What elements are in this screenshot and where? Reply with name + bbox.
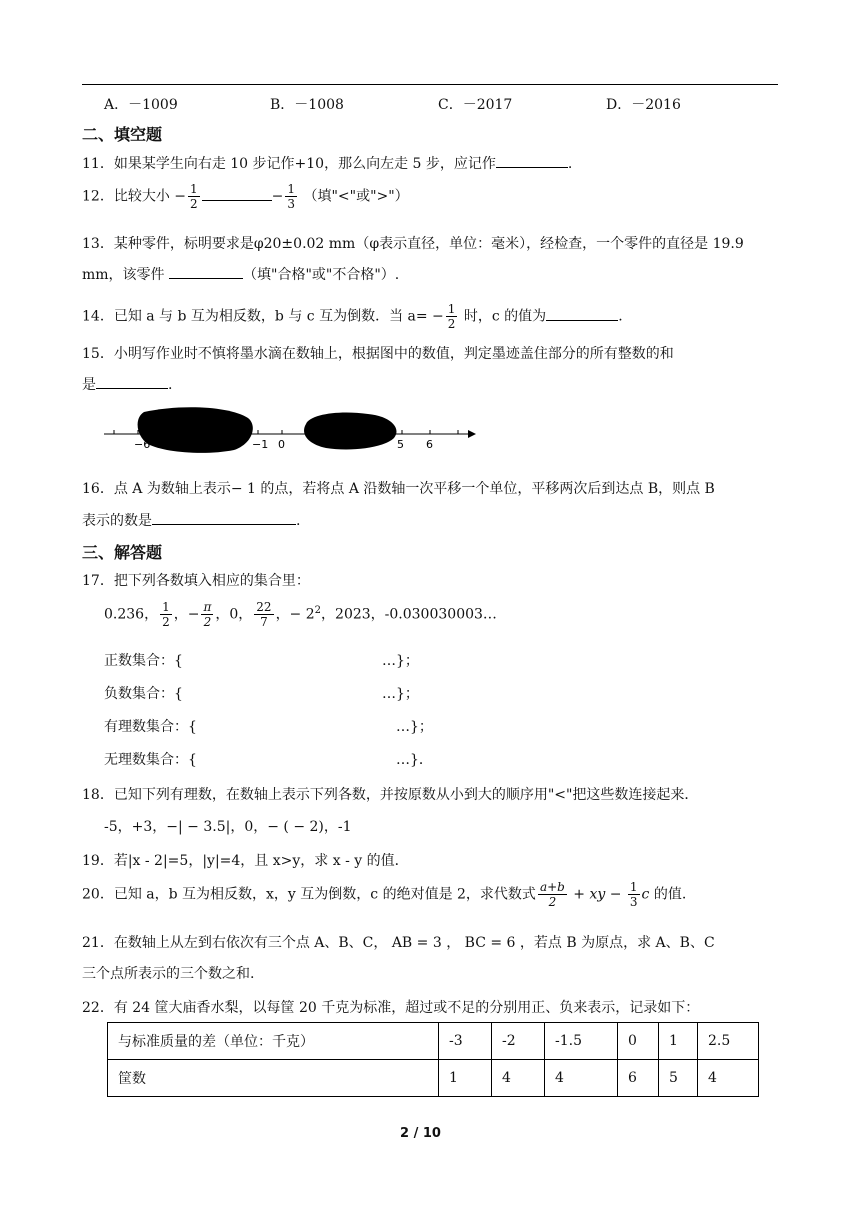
question-22: 22．有 24 筐大庙香水梨，以每筐 20 千克为标准，超过或不足的分别用正、负来表示，记录如下： — [82, 1000, 700, 1016]
weight-table — [107, 1022, 759, 1097]
question-15-line1: 15．小明写作业时不慎将墨水滴在数轴上，根据图中的数值，判定墨迹盖住部分的所有整数的和 — [82, 346, 674, 362]
positive-set-end: …}； — [382, 653, 419, 669]
page-number: 2 / 10 — [400, 1126, 441, 1141]
answer-blank[interactable] — [96, 374, 168, 389]
answer-blank[interactable] — [169, 264, 243, 279]
question-19: 19．若|x - 2|=5，|y|=4，且 x>y，求 x - y 的值． — [82, 853, 409, 869]
fraction: $\frac{1}{3}$ — [287, 182, 296, 211]
tick-label: −1 — [252, 438, 269, 451]
table-cell: 6 — [618, 1060, 659, 1097]
option-d: D．－2016 — [606, 97, 681, 113]
table-cell: -1.5 — [545, 1023, 618, 1060]
question-11: 11．如果某学生向右走 10 步记作+10，那么向左走 5 步，应记作 . — [82, 153, 572, 173]
tick-label: 5 — [397, 438, 404, 451]
table-cell: 与标准质量的差（单位：千克） — [108, 1023, 439, 1060]
answer-blank[interactable] — [152, 510, 296, 525]
question-17-title: 17．把下列各数填入相应的集合里： — [82, 573, 310, 589]
fraction: $\frac{a+b}{2}$ — [539, 880, 565, 909]
fraction: $\frac{\pi}{2}$ — [203, 600, 212, 629]
positive-set-label: 正数集合：{ — [104, 653, 183, 669]
table-cell: -2 — [492, 1023, 545, 1060]
negative-set-end: …}； — [382, 686, 419, 702]
tick-label: 6 — [426, 438, 433, 451]
question-16-line2: 表示的数是 . — [82, 510, 300, 530]
fraction: $\frac{22}{7}$ — [256, 600, 272, 629]
section-title-answer: 三、解答题 — [82, 543, 163, 562]
table-cell: 1 — [439, 1060, 492, 1097]
ink-blot-right — [304, 412, 396, 449]
table-cell: -3 — [439, 1023, 492, 1060]
table-cell: 1 — [659, 1023, 698, 1060]
number-line-figure — [100, 404, 480, 454]
option-a: A．－1009 — [104, 97, 178, 113]
question-16-line1: 16．点 A 为数轴上表示− 1 的点，若将点 A 沿数轴一次平移一个单位，平移两次后到达点 B，则点 B — [82, 481, 715, 497]
option-c: C．－2017 — [438, 97, 513, 113]
answer-blank[interactable] — [202, 186, 272, 201]
table-cell: 4 — [698, 1060, 759, 1097]
question-21-line2: 三个点所表示的三个数之和. — [82, 966, 255, 982]
irrational-set-end: …}． — [396, 752, 433, 768]
arrow-icon — [468, 430, 476, 438]
question-14: 14．已知 a 与 b 互为相反数，b 与 c 互为倒数．当 a= − $\frac{1}{2}$ 时，c 的值为 . — [82, 302, 623, 331]
table-cell: 筐数 — [108, 1060, 439, 1097]
fraction: $\frac{1}{3}$ — [629, 880, 638, 909]
table-cell: 4 — [492, 1060, 545, 1097]
option-b: B．－1008 — [270, 97, 344, 113]
question-13-line2: mm，该零件 （填"合格"或"不合格"）. — [82, 264, 399, 284]
section-title-fill-in: 二、填空题 — [82, 125, 163, 144]
table-cell: 4 — [545, 1060, 618, 1097]
table-cell: 5 — [659, 1060, 698, 1097]
question-20: 20．已知 a，b 互为相反数，x，y 互为倒数，c 的绝对值是 2，求代数式 $\frac{a+b}{2}$ + xy − $\frac{1}{3}$ c 的值. — [82, 880, 687, 909]
rational-set-end: …}； — [396, 719, 433, 735]
question-15-line2: 是 . — [82, 374, 172, 394]
ink-blot-left — [138, 407, 253, 453]
table-row — [108, 1023, 759, 1060]
question-17-numbers: 0.236， $\frac{1}{2}$ ，− $\frac{\pi}{2}$ ，0， $\frac{22}{7}$ ，− $2^2$，2023，-0.030030003… — [104, 600, 497, 629]
fraction: $\frac{1}{2}$ — [162, 600, 170, 629]
irrational-set-label: 无理数集合：{ — [104, 752, 197, 768]
tick-label: −6 — [134, 438, 151, 451]
question-21-line1: 21．在数轴上从左到右依次有三个点 A、B、C， AB = 3 ， BC = 6 ，若点 B 为原点，求 A、B、C — [82, 935, 715, 951]
table-cell: 0 — [618, 1023, 659, 1060]
fraction: $\frac{1}{2}$ — [190, 182, 198, 211]
tick-label: 0 — [278, 438, 285, 451]
fraction: $\frac{1}{2}$ — [447, 302, 456, 331]
negative-set-label: 负数集合：{ — [104, 686, 183, 702]
answer-blank[interactable] — [496, 153, 568, 168]
rational-set-label: 有理数集合：{ — [104, 719, 197, 735]
header-rule — [82, 84, 778, 85]
table-row — [108, 1060, 759, 1097]
question-18-line2: -5，+3，−| − 3.5|，0，− ( − 2)，-1 — [104, 819, 352, 835]
question-12: 12．比较大小 − $\frac{1}{2}$ − $\frac{1}{3}$ （填"<"或">"） — [82, 182, 409, 211]
table-cell: 2.5 — [698, 1023, 759, 1060]
question-18-line1: 18．已知下列有理数，在数轴上表示下列各数，并按原数从小到大的顺序用"<"把这些数连接起来． — [82, 787, 699, 803]
answer-blank[interactable] — [546, 306, 618, 321]
question-13-line1: 13．某种零件，标明要求是φ20±0.02 mm（φ表示直径，单位：毫米），经检查，一个零件的直径是 19.9 — [82, 236, 744, 252]
